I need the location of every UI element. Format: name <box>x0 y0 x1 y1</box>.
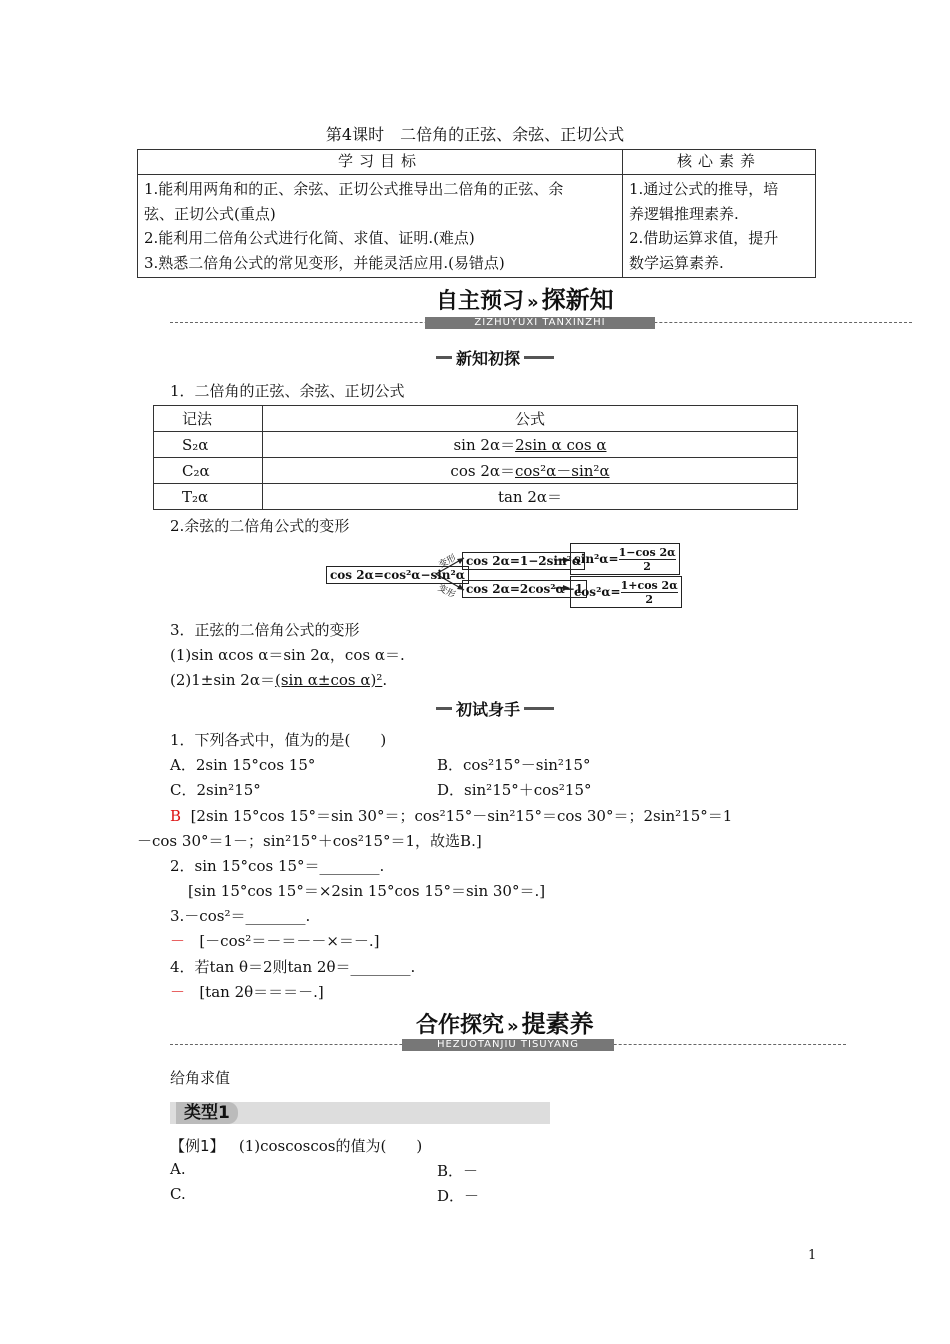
diagram-middle-box: cos 2α=1−2sin²α <box>462 552 585 570</box>
subhead-new-knowledge: 新知初探 <box>436 346 554 370</box>
example-option-c: C. <box>170 1185 186 1203</box>
formula-answer: 2sin α cos α <box>515 436 607 454</box>
diagram-middle-box: cos 2α=2cos²α−1 <box>462 580 587 598</box>
diagram-result-box: cos²α= $\frac{1+\cos 2\alpha}{2}$ <box>570 576 682 608</box>
formula-answer: cos²α－sin²α <box>515 462 610 480</box>
banner-arrow-icon: » <box>527 292 539 313</box>
topic-heading: 给角求值 <box>170 1069 231 1087</box>
double-angle-formula-table <box>153 405 798 510</box>
formula-name: T₂α <box>154 484 263 510</box>
banner-subtitle: 探新知 <box>541 286 614 314</box>
question-3: 3.－cos²＝________. <box>170 907 311 925</box>
cosine-transform-diagram <box>326 540 678 608</box>
literacy-line: 养逻辑推理素养. <box>629 204 739 223</box>
option-c: C．2sin²15° <box>170 781 261 799</box>
question-2: 2．sin 15°cos 15°＝________. <box>170 857 385 875</box>
question-4: 4．若tan θ＝2则tan 2θ＝________. <box>170 958 416 976</box>
option-a: A．2sin 15°cos 15° <box>170 756 316 774</box>
type-badge: 类型1 <box>176 1102 238 1124</box>
goal-line: 弦、正切公式(重点) <box>144 204 276 223</box>
learning-goals-table <box>137 149 816 278</box>
literacy-line: 2.借助运算求值，提升 <box>629 229 779 247</box>
section-heading: 2.余弦的二倍角公式的变形 <box>170 517 350 535</box>
question-1: 1．下列各式中，值为的是( ) <box>170 731 387 749</box>
goals-cell <box>138 175 623 278</box>
formula-name: C₂α <box>154 458 263 484</box>
option-b: B．cos²15°－sin²15° <box>437 756 591 774</box>
answer-mark: B <box>170 807 182 825</box>
goal-line: 1.能利用两角和的正、余弦、正切公式推导出二倍角的正弦、余 <box>144 180 564 198</box>
formula-cell: tan 2α＝ <box>263 484 798 510</box>
answer-2: [sin 15°cos 15°＝×2sin 15°cos 15°＝sin 30°＝.] <box>188 882 546 900</box>
banner-title: 合作探究 <box>416 1013 505 1038</box>
goals-header: 学习目标 <box>138 150 623 175</box>
formula-cell: sin 2α＝2sin α cos α <box>263 432 798 458</box>
text-line: (2)1±sin 2α＝(sin α±cos α)². <box>170 671 388 689</box>
diagram-result-box: sin²α= $\frac{1-\cos 2\alpha}{2}$ <box>570 543 680 575</box>
section-heading: 1．二倍角的正弦、余弦、正切公式 <box>170 382 405 400</box>
banner-arrow-icon: » <box>507 1016 519 1037</box>
section-heading: 3．正弦的二倍角公式的变形 <box>170 621 360 639</box>
option-d: D．sin²15°＋cos²15° <box>437 781 592 799</box>
example-option-b: B．－ <box>437 1162 479 1180</box>
literacy-line: 数学运算素养. <box>629 253 724 272</box>
goal-line: 3.熟悉二倍角公式的常见变形，并能灵活应用.(易错点) <box>144 253 505 272</box>
section-banner-explore <box>416 1010 594 1041</box>
formula-name: S₂α <box>154 432 263 458</box>
example-option-a: A. <box>170 1160 186 1178</box>
text-line: (1)sin αcos α＝sin 2α，cos α＝. <box>170 646 405 664</box>
subhead-try-yourself: 初试身手 <box>436 697 554 721</box>
page-title: 第4课时 二倍角的正弦、余弦、正切公式 <box>325 125 625 144</box>
section-banner-preview <box>436 286 614 317</box>
example-option-d: D．－ <box>437 1187 480 1205</box>
page-number: 1 <box>808 1248 817 1263</box>
answer-3: － [－cos²＝－＝－－×＝－.] <box>170 932 380 950</box>
answer-1: B [2sin 15°cos 15°＝sin 30°＝；cos²15°－sin²15°＝cos 30°＝；2sin²15°＝1 <box>170 807 733 825</box>
literacy-header: 核心素养 <box>623 150 816 175</box>
banner-title: 自主预习 <box>436 289 525 314</box>
header-formula: 公式 <box>263 406 798 432</box>
literacy-line: 1.通过公式的推导，培 <box>629 180 779 198</box>
example-1: 【例1】 (1)coscoscos的值为( ) <box>170 1137 423 1155</box>
diagram-label: 变形 <box>437 553 459 571</box>
goal-line: 2.能利用二倍角公式进行化简、求值、证明.(难点) <box>144 229 475 247</box>
diagram-source-box: cos 2α=cos²α−sin²α <box>326 566 469 584</box>
header-notation: 记法 <box>154 406 263 432</box>
answer-1-cont: －cos 30°＝1－；sin²15°＋cos²15°＝1，故选B.] <box>137 832 482 850</box>
diagram-label: 变形 <box>436 583 457 601</box>
formula-cell: cos 2α＝cos²α－sin²α <box>263 458 798 484</box>
type-bar <box>170 1102 550 1124</box>
banner-pinyin: HEZUOTANJIU TISUYANG <box>402 1039 614 1051</box>
literacy-cell <box>623 175 816 278</box>
answer-4: － [tan 2θ＝＝＝－.] <box>170 983 324 1001</box>
answer-mark: － <box>170 932 186 950</box>
blank-answer: (sin α±cos α)² <box>274 671 383 689</box>
banner-subtitle: 提素养 <box>521 1010 594 1038</box>
banner-pinyin: ZIZHUYUXI TANXINZHI <box>425 317 655 329</box>
answer-mark: － <box>170 983 186 1001</box>
